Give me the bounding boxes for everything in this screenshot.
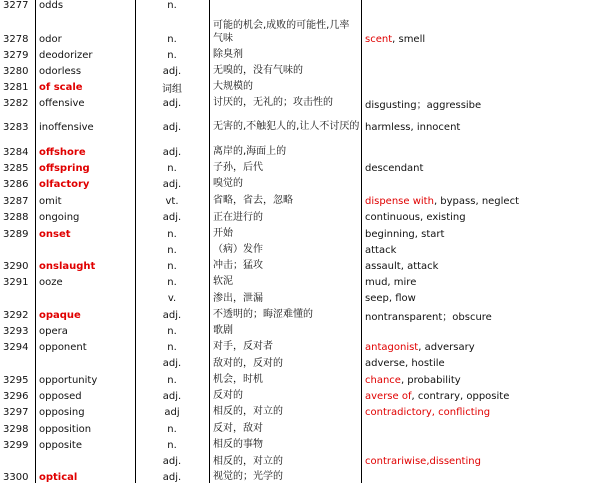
synonyms <box>365 421 600 437</box>
chinese-definition: 歌剧 <box>213 325 233 336</box>
entry-number: 3295 <box>3 374 29 386</box>
entry-number <box>3 242 35 258</box>
headword: opponent <box>39 341 87 353</box>
table-row <box>0 160 600 176</box>
entry-number: 3280 <box>3 65 29 77</box>
part-of-speech: vt. <box>165 195 179 207</box>
synonym-text: mud, mire <box>365 276 417 288</box>
part-of-speech: adj. <box>162 178 182 190</box>
part-of-speech: n. <box>167 439 177 451</box>
synonyms <box>365 258 600 274</box>
table-row <box>0 209 600 226</box>
headword: offshore <box>39 146 86 158</box>
chinese-definition: 开始 <box>213 228 233 239</box>
synonym-text: adverse, hostile <box>365 358 445 369</box>
synonyms <box>365 209 600 226</box>
chinese-definition: 软泥 <box>213 276 233 287</box>
synonym-highlight: contrariwise,dissenting <box>365 456 481 467</box>
part-of-speech: n. <box>167 33 177 45</box>
synonym-text: nontransparent；obscure <box>365 311 492 323</box>
chinese-definition: 省略，省去，忽略 <box>213 195 293 206</box>
synonym-text: assault, attack <box>365 260 439 272</box>
table-row <box>0 437 600 453</box>
chinese-definition: 嗅觉的 <box>213 178 243 189</box>
headword <box>39 290 134 307</box>
chinese-definition: 机会，时机 <box>213 374 263 385</box>
headword: odor <box>39 33 62 45</box>
headword: offensive <box>39 97 85 109</box>
table-row <box>0 242 600 258</box>
chinese-definition: 无嗅的，没有气味的 <box>213 65 303 76</box>
headword: deodorizer <box>39 49 93 61</box>
part-of-speech: adj. <box>162 471 182 483</box>
synonym-text: harmless, innocent <box>365 121 461 133</box>
part-of-speech: adj. <box>162 309 182 321</box>
chinese-definition: （病）发作 <box>213 244 263 255</box>
entry-number: 3289 <box>3 228 29 240</box>
table-row <box>0 372 600 388</box>
chinese-definition: 不透明的；晦涩难懂的 <box>213 309 313 320</box>
chinese-definition: 敌对的，反对的 <box>213 357 283 369</box>
synonyms <box>365 144 600 160</box>
entry-number: 3279 <box>3 49 29 61</box>
entry-number: 3278 <box>3 33 29 45</box>
table-row <box>0 111 600 143</box>
headword: opera <box>39 325 68 337</box>
entry-number: 3293 <box>3 325 29 337</box>
chinese-definition: 对手，反对者 <box>213 341 273 352</box>
entry-number <box>3 355 35 372</box>
headword: ooze <box>39 276 63 288</box>
synonyms <box>365 453 600 470</box>
synonym-text: , bypass, neglect <box>433 195 520 207</box>
chinese-definition: 相反的，对立的 <box>213 406 283 417</box>
entry-number: 3294 <box>3 341 29 353</box>
synonym-text: , adversary <box>418 341 475 353</box>
synonyms <box>365 437 600 453</box>
synonym-text: , probability <box>400 374 461 386</box>
entry-number: 3283 <box>3 121 29 133</box>
part-of-speech: n. <box>167 276 177 288</box>
part-of-speech: adj. <box>162 121 182 133</box>
entry-number: 3300 <box>3 471 29 483</box>
headword: opaque <box>39 309 81 321</box>
headword: opposition <box>39 423 92 435</box>
part-of-speech: adj <box>164 406 180 418</box>
synonyms <box>365 274 600 290</box>
synonyms <box>365 160 600 176</box>
synonyms <box>365 242 600 258</box>
table-row <box>0 0 600 31</box>
synonym-highlight: dispense with <box>365 195 434 207</box>
headword <box>39 355 134 372</box>
entry-number: 3290 <box>3 260 29 272</box>
synonyms <box>365 388 600 404</box>
synonyms <box>365 0 600 12</box>
table-row <box>0 192 600 210</box>
table-row <box>0 226 600 242</box>
table-row <box>0 95 600 111</box>
table-row <box>0 453 600 470</box>
entry-number: 3298 <box>3 423 29 435</box>
headword: onslaught <box>39 260 96 272</box>
chinese-definition: 相反的事物 <box>213 439 263 450</box>
synonym-text: , smell <box>392 33 426 45</box>
part-of-speech: 词组 <box>162 83 182 95</box>
synonyms <box>365 30 600 48</box>
chinese-definition: 气味 <box>213 33 233 44</box>
part-of-speech: n. <box>167 374 177 386</box>
synonym-text: seep, flow <box>365 293 416 304</box>
synonym-text: beginning, start <box>365 228 445 240</box>
part-of-speech: adj. <box>162 97 182 109</box>
chinese-definition: 反对，敌对 <box>213 423 263 434</box>
chinese-definition: 反对的 <box>213 390 243 401</box>
headword: onset <box>39 228 71 240</box>
entry-number <box>3 453 35 470</box>
chinese-definition: 讨厌的，无礼的；攻击性的 <box>213 97 333 108</box>
chinese-definition: 可能的机会,成败的可能性,几率 <box>213 20 350 31</box>
part-of-speech: adj. <box>162 146 182 158</box>
entry-number: 3285 <box>3 162 29 174</box>
table-row <box>0 30 600 48</box>
headword: of scale <box>39 81 83 93</box>
table-row <box>0 404 600 420</box>
synonyms <box>365 176 600 192</box>
synonyms <box>365 226 600 242</box>
chinese-definition: 正在进行的 <box>213 211 263 223</box>
chinese-definition: 视觉的；光学的 <box>213 471 283 482</box>
part-of-speech: n. <box>167 260 177 272</box>
headword: omit <box>39 195 62 207</box>
entry-number: 3281 <box>3 81 29 93</box>
synonym-highlight: chance <box>365 374 401 386</box>
entry-number: 3299 <box>3 439 29 451</box>
headword: ongoing <box>39 212 80 223</box>
synonyms <box>365 79 600 95</box>
entry-number: 3288 <box>3 212 29 223</box>
table-row <box>0 307 600 323</box>
part-of-speech: adj. <box>162 390 182 402</box>
part-of-speech: n. <box>167 228 177 240</box>
synonyms <box>365 323 600 339</box>
chinese-definition: 渗出，泄漏 <box>213 292 263 304</box>
part-of-speech: v. <box>167 293 177 304</box>
part-of-speech: n. <box>167 162 177 174</box>
synonym-text: disgusting；aggressibe <box>365 99 482 111</box>
entry-number: 3297 <box>3 406 29 418</box>
chinese-definition: 离岸的,海面上的 <box>213 146 287 157</box>
part-of-speech: adj. <box>162 212 182 223</box>
table-row <box>0 176 600 192</box>
part-of-speech: n. <box>167 325 177 337</box>
table-row <box>0 47 600 63</box>
headword: olfactory <box>39 178 90 190</box>
synonym-text: , contrary, opposite <box>411 390 510 402</box>
entry-number: 3277 <box>3 0 29 11</box>
synonym-text: descendant <box>365 162 424 174</box>
headword <box>39 453 134 470</box>
entry-number: 3284 <box>3 146 29 158</box>
synonym-text: attack <box>365 244 397 256</box>
table-row <box>0 388 600 404</box>
headword: offspring <box>39 162 90 174</box>
synonym-highlight: averse of <box>365 390 412 402</box>
table-row <box>0 355 600 372</box>
synonym-text: continuous, existing <box>365 212 466 223</box>
part-of-speech: n. <box>167 0 177 11</box>
part-of-speech: n. <box>167 423 177 435</box>
table-row <box>0 469 600 485</box>
table-row <box>0 144 600 160</box>
table-row <box>0 274 600 290</box>
entry-number: 3287 <box>3 195 29 207</box>
entry-number <box>3 290 35 307</box>
entry-number: 3286 <box>3 178 29 190</box>
synonym-highlight: antagonist <box>365 341 419 353</box>
headword: inoffensive <box>39 121 94 133</box>
entry-number: 3292 <box>3 309 29 321</box>
synonyms <box>365 95 600 111</box>
table-row <box>0 290 600 307</box>
table-row <box>0 79 600 95</box>
part-of-speech: adj. <box>162 65 182 77</box>
synonyms <box>365 290 600 307</box>
synonyms <box>365 307 600 323</box>
synonyms <box>365 63 600 79</box>
part-of-speech: n. <box>167 244 177 256</box>
headword: odds <box>39 0 64 11</box>
table-row <box>0 63 600 79</box>
synonyms <box>365 469 600 485</box>
chinese-definition: 相反的，对立的 <box>213 455 283 467</box>
synonyms <box>365 355 600 372</box>
table-row <box>0 421 600 437</box>
chinese-definition: 大规模的 <box>213 81 253 92</box>
chinese-definition: 冲击；猛攻 <box>213 260 263 271</box>
synonyms <box>365 372 600 388</box>
table-row <box>0 339 600 355</box>
part-of-speech: adj. <box>162 456 182 467</box>
synonyms <box>365 339 600 355</box>
entry-number: 3291 <box>3 276 29 288</box>
headword <box>39 242 134 258</box>
part-of-speech: adj. <box>162 358 182 369</box>
synonyms <box>365 111 600 143</box>
table-row <box>0 258 600 274</box>
headword: opposed <box>39 390 82 402</box>
headword: optical <box>39 471 78 483</box>
chinese-definition: 除臭剂 <box>213 49 243 60</box>
chinese-definition: 子孙，后代 <box>213 162 263 173</box>
part-of-speech: n. <box>167 341 177 353</box>
synonym-highlight: contradictory, conflicting <box>365 406 491 418</box>
synonyms <box>365 47 600 63</box>
chinese-definition: 无害的,不触犯人的,让人不讨厌的 <box>213 121 360 132</box>
entry-number: 3296 <box>3 390 29 402</box>
headword: odorless <box>39 65 82 77</box>
table-row <box>0 323 600 339</box>
synonyms <box>365 404 600 420</box>
synonym-highlight: scent <box>365 33 393 45</box>
synonyms <box>365 192 600 210</box>
headword: opportunity <box>39 374 98 386</box>
headword: opposite <box>39 439 82 451</box>
headword: opposing <box>39 406 85 418</box>
entry-number: 3282 <box>3 97 29 109</box>
part-of-speech: n. <box>167 49 177 61</box>
